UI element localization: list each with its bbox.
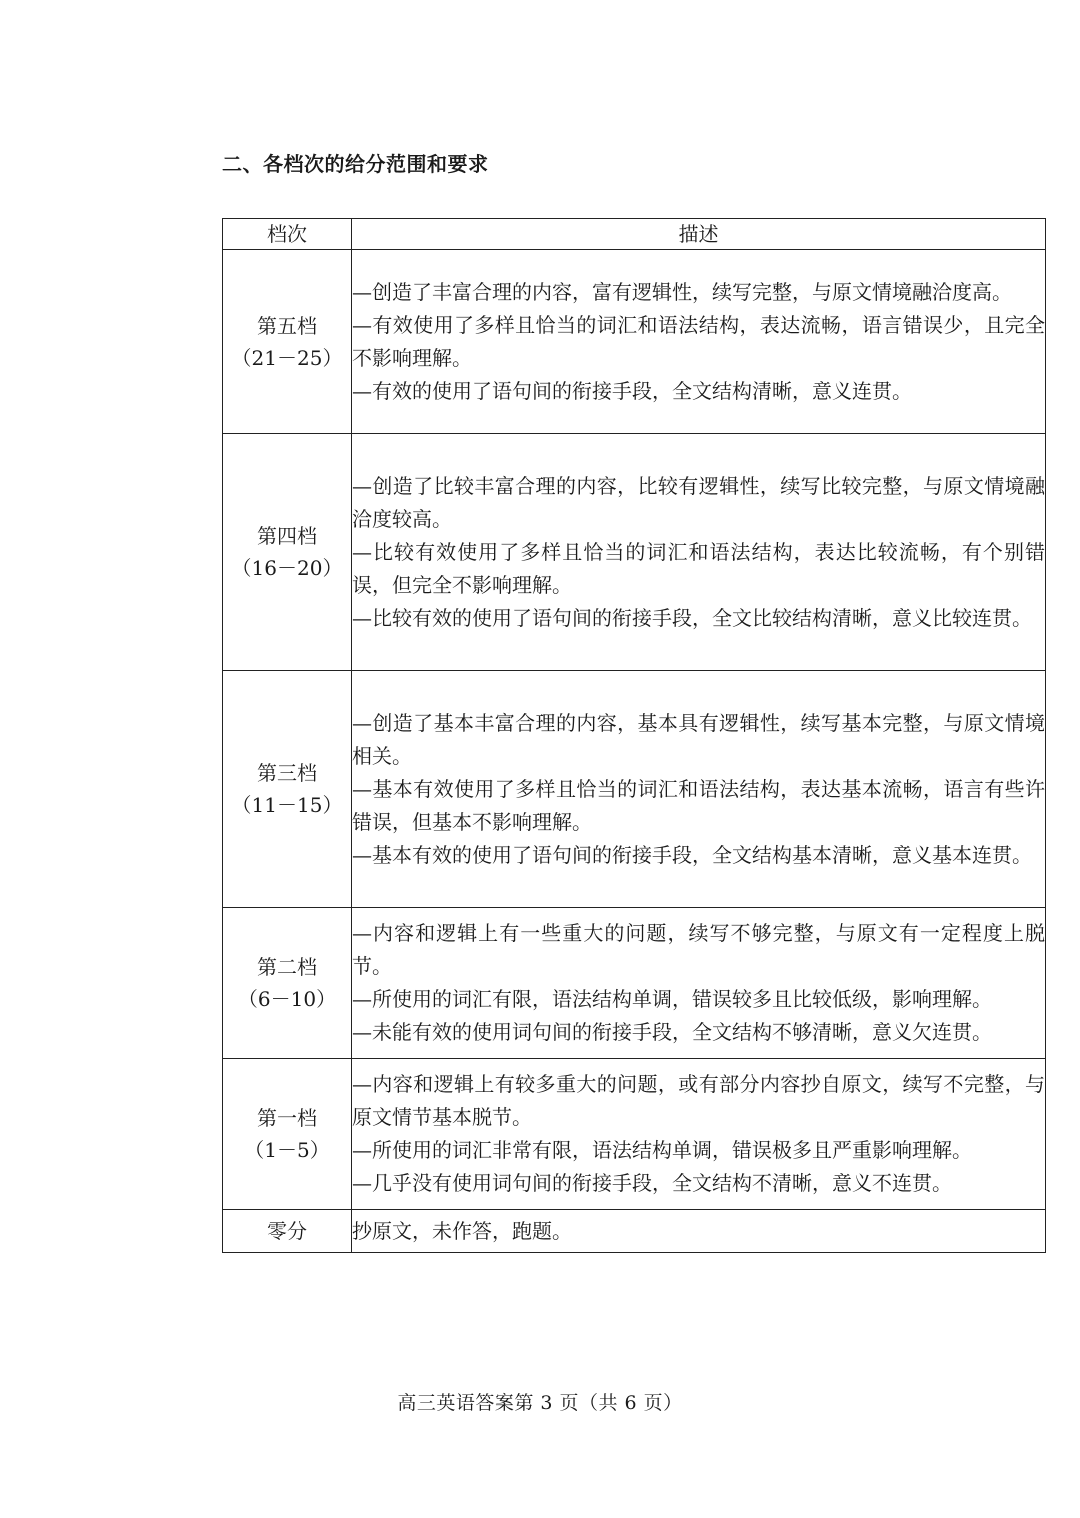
page-footer: 高三英语答案第 3 页（共 6 页） (397, 1392, 683, 1414)
table-header-row (223, 219, 1046, 250)
description-item: —有效使用了多样且恰当的词汇和语法结构，表达流畅，语言错误少，且完全不影响理解。 (352, 312, 1045, 370)
header-level: 档次 (223, 219, 352, 250)
level-cell (223, 1210, 352, 1253)
level-cell (223, 671, 352, 908)
description-cell (352, 250, 1046, 434)
description-item: —内容和逻辑上有一些重大的问题，续写不够完整，与原文有一定程度上脱节。 (352, 921, 1045, 978)
description-item: —未能有效的使用词句间的衔接手段，全文结构不够清晰，意义欠连贯。 (352, 1020, 992, 1044)
level-cell (223, 908, 352, 1059)
level-range: （1－5） (244, 1138, 330, 1162)
level-range: （21－25） (231, 345, 343, 370)
description-cell (352, 671, 1046, 908)
description-item: —创造了丰富合理的内容，富有逻辑性，续写完整，与原文情境融洽度高。 (352, 279, 1012, 304)
description-item: 抄原文，未作答，跑题。 (352, 1218, 572, 1243)
description-item: —所使用的词汇有限，语法结构单调，错误较多且比较低级，影响理解。 (352, 987, 992, 1011)
level-name: 零分 (267, 1219, 307, 1243)
description-item: —基本有效的使用了语句间的衔接手段，全文结构基本清晰，意义基本连贯。 (352, 842, 1032, 867)
description-item: —有效的使用了语句间的衔接手段，全文结构清晰，意义连贯。 (352, 378, 912, 403)
header-description: 描述 (352, 219, 1046, 250)
table-row (223, 908, 1046, 1059)
description-cell (352, 1059, 1046, 1210)
description-item: —比较有效使用了多样且恰当的词汇和语法结构，表达比较流畅，有个别错误，但完全不影响理解。 (352, 539, 1045, 597)
level-name: 第二档 (257, 955, 317, 979)
table-row (223, 1059, 1046, 1210)
description-cell (352, 908, 1046, 1059)
description-item: —创造了比较丰富合理的内容，比较有逻辑性，续写比较完整，与原文情境融洽度较高。 (352, 473, 1045, 531)
level-range: （6－10） (237, 987, 337, 1011)
description-cell (352, 1210, 1046, 1253)
level-name: 第四档 (257, 524, 317, 548)
level-range: （11－15） (231, 793, 343, 817)
table-row (223, 1210, 1046, 1253)
description-item: —创造了基本丰富合理的内容，基本具有逻辑性，续写基本完整，与原文情境相关。 (352, 710, 1045, 768)
table-row (223, 671, 1046, 908)
description-item: —基本有效使用了多样且恰当的词汇和语法结构，表达基本流畅，语言有些许错误，但基本不影响理解。 (352, 776, 1045, 834)
grading-table (222, 218, 1046, 1253)
level-name: 第五档 (257, 313, 317, 338)
description-item: —所使用的词汇非常有限，语法结构单调，错误极多且严重影响理解。 (352, 1138, 972, 1162)
level-range: （16－20） (231, 556, 343, 580)
section-title: 二、各档次的给分范围和要求 (222, 152, 489, 176)
level-name: 第一档 (257, 1106, 317, 1130)
table-row (223, 250, 1046, 434)
level-cell (223, 1059, 352, 1210)
level-cell (223, 250, 352, 434)
level-cell (223, 434, 352, 671)
description-item: —比较有效的使用了语句间的衔接手段，全文比较结构清晰，意义比较连贯。 (352, 605, 1032, 630)
description-item: —几乎没有使用词句间的衔接手段，全文结构不清晰，意义不连贯。 (352, 1171, 952, 1195)
level-name: 第三档 (257, 761, 317, 785)
table-row (223, 434, 1046, 671)
description-cell (352, 434, 1046, 671)
description-item: —内容和逻辑上有较多重大的问题，或有部分内容抄自原文，续写不完整，与原文情节基本脱节。 (352, 1072, 1045, 1129)
